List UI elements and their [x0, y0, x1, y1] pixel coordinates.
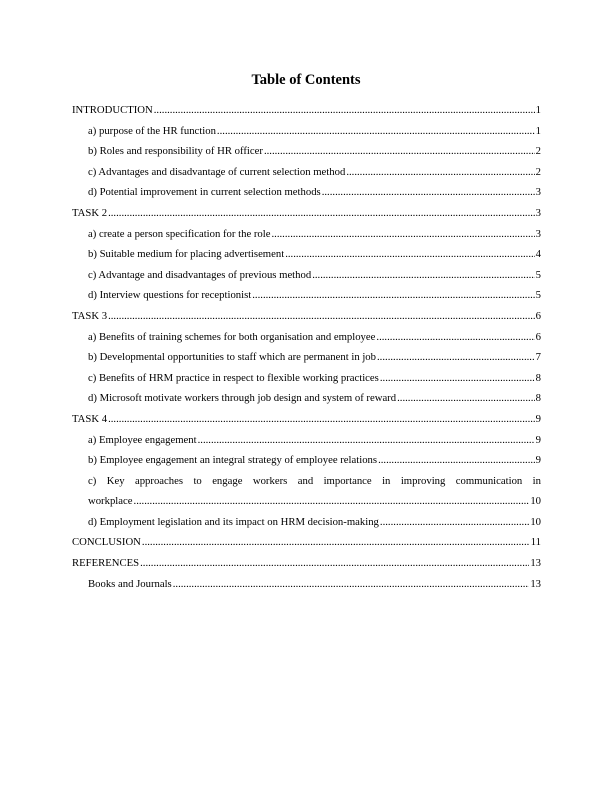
toc-entry-microsoft-motivation[interactable]	[72, 388, 541, 409]
toc-entry-label: b) Suitable medium for placing advertisement	[88, 248, 285, 261]
toc-entry-label: b) Developmental opportunities to staff which are permanent in job	[88, 351, 376, 364]
toc-entry-label: b) Roles and responsibility of HR officer	[88, 145, 263, 158]
toc-entry-label: a) Employee engagement	[88, 433, 197, 446]
dot-leader	[134, 491, 530, 512]
toc-entry-conclusion[interactable]	[72, 532, 541, 553]
toc-entry-task-4[interactable]	[72, 409, 541, 430]
toc-entry-page: 3	[535, 227, 541, 240]
toc-entry-label: d) Microsoft motivate workers through job design and system of reward	[88, 392, 397, 405]
dot-leader	[198, 430, 535, 451]
toc-entry-label-line2: workplace	[88, 495, 133, 508]
toc-entry-task-3[interactable]	[72, 306, 541, 327]
toc-entry-interview-questions[interactable]	[72, 285, 541, 306]
dot-leader	[173, 574, 530, 595]
toc-entry-page: 2	[535, 165, 541, 178]
toc-entry-developmental-opportunities[interactable]	[72, 347, 541, 368]
toc-entry-label: c) Advantage and disadvantages of previous method	[88, 268, 312, 281]
dot-leader	[397, 388, 535, 409]
toc-entry-books-journals[interactable]	[72, 574, 541, 595]
toc-entry-page: 2	[535, 145, 541, 158]
toc-entry-page: 4	[535, 248, 541, 261]
toc-entry-page: 9	[535, 433, 541, 446]
toc-entry-label: TASK 4	[72, 412, 108, 425]
toc-entry-label: INTRODUCTION	[72, 104, 153, 116]
toc-entry-introduction[interactable]	[72, 100, 541, 121]
toc-entry-employee-engagement[interactable]	[72, 430, 541, 451]
toc-entry-potential-improvement[interactable]	[72, 182, 541, 203]
toc-entry-training-schemes[interactable]	[72, 327, 541, 348]
toc-entry-previous-method[interactable]	[72, 265, 541, 286]
toc-entry-page: 7	[535, 351, 541, 364]
toc-entry-advertisement-medium[interactable]	[72, 244, 541, 265]
toc-entry-roles-hr-officer[interactable]	[72, 141, 541, 162]
toc-entry-label: a) create a person specification for the role	[88, 227, 271, 240]
dot-leader	[380, 368, 535, 389]
toc-entry-page: 5	[535, 289, 541, 302]
toc-entry-page: 3	[535, 186, 541, 199]
toc-entry-page: 1	[535, 104, 541, 116]
dot-leader	[285, 244, 534, 265]
dot-leader	[380, 512, 529, 533]
toc-entry-label: d) Potential improvement in current selection methods	[88, 186, 321, 199]
page-title: Table of Contents	[251, 72, 361, 88]
toc-entry-flexible-working[interactable]	[72, 368, 541, 389]
toc-entry-references[interactable]	[72, 553, 541, 574]
toc-entry-person-specification[interactable]	[72, 224, 541, 245]
toc-entry-page: 11	[530, 536, 541, 549]
dot-leader	[346, 162, 534, 183]
dot-leader	[108, 203, 535, 224]
toc-entry-page: 5	[535, 268, 541, 281]
toc-entry-label: a) Benefits of training schemes for both organisation and employee	[88, 330, 376, 343]
table-of-contents	[72, 100, 541, 594]
dot-leader	[322, 182, 535, 203]
toc-entry-label: TASK 2	[72, 206, 108, 219]
toc-entry-page: 1	[535, 124, 541, 137]
toc-entry-label: d) Employment legislation and its impact on HRM decision-making	[88, 515, 379, 528]
dot-leader	[140, 553, 529, 574]
dot-leader	[217, 121, 535, 142]
toc-entry-label: c) Benefits of HRM practice in respect to flexible working practices	[88, 371, 379, 384]
dot-leader	[108, 409, 535, 430]
toc-entry-label: REFERENCES	[72, 557, 140, 570]
toc-entry-label: Books and Journals	[88, 577, 172, 590]
toc-entry-employment-legislation[interactable]	[72, 512, 541, 533]
toc-entry-page: 9	[535, 454, 541, 467]
toc-entry-page: 6	[535, 330, 541, 343]
toc-entry-line2	[88, 491, 541, 512]
dot-leader	[378, 450, 535, 471]
dot-leader	[252, 285, 534, 306]
dot-leader	[108, 306, 535, 327]
toc-entry-current-selection-method[interactable]	[72, 162, 541, 183]
toc-entry-label: TASK 3	[72, 309, 108, 322]
toc-entry-page: 3	[535, 206, 541, 219]
dot-leader	[377, 347, 535, 368]
dot-leader	[376, 327, 534, 348]
toc-entry-page: 9	[535, 412, 541, 425]
toc-entry-page: 8	[535, 392, 541, 405]
toc-entry-label: c) Advantages and disadvantage of current selection method	[88, 165, 346, 178]
toc-entry-page: 10	[530, 515, 541, 528]
dot-leader	[312, 265, 534, 286]
toc-entry-label: b) Employee engagement an integral strategy of employee relations	[88, 454, 378, 467]
toc-entry-label: a) purpose of the HR function	[88, 124, 216, 137]
dot-leader	[154, 100, 535, 121]
toc-entry-purpose-hr-function[interactable]	[72, 121, 541, 142]
toc-entry-page: 13	[530, 557, 541, 570]
toc-entry-key-approaches[interactable]	[72, 471, 541, 512]
dot-leader	[271, 224, 534, 245]
dot-leader	[264, 141, 535, 162]
toc-entry-page: 10	[530, 495, 541, 508]
toc-entry-task-2[interactable]	[72, 203, 541, 224]
toc-entry-label: CONCLUSION	[72, 536, 141, 549]
toc-entry-page: 13	[530, 577, 541, 590]
toc-entry-label-line1: c) Key approaches to engage workers and importance in improving communication in	[88, 474, 541, 487]
toc-entry-page: 8	[535, 371, 541, 384]
toc-entry-label: d) Interview questions for receptionist	[88, 289, 252, 302]
dot-leader	[142, 532, 530, 553]
toc-entry-page: 6	[535, 309, 541, 322]
toc-entry-engagement-strategy[interactable]	[72, 450, 541, 471]
